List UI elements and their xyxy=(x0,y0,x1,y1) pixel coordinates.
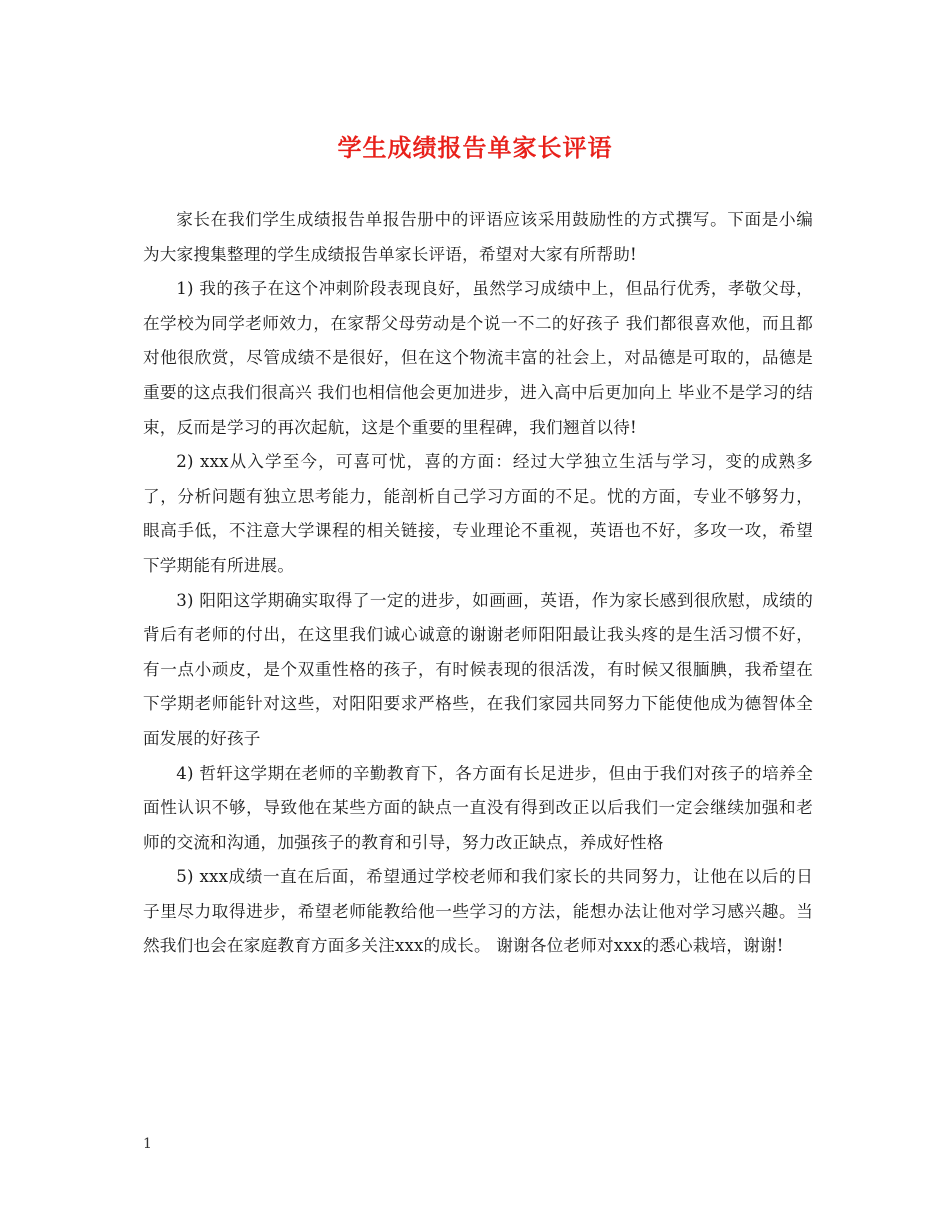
document-title: 学生成绩报告单家长评语 xyxy=(337,134,613,162)
page-number: 1 xyxy=(143,1136,152,1152)
document-body xyxy=(143,203,813,964)
comment-paragraph-4: 4) 哲轩这学期在老师的辛勤教育下，各方面有长足进步，但由于我们对孩子的培养全面性认识不够，导致他在某些方面的缺点一直没有得到改正以后我们一定会继续加强和老师的交流和沟通，加强孩子的教育和引导，努力改正缺点，养成好性格 xyxy=(143,763,813,852)
comment-paragraph-3: 3) 阳阳这学期确实取得了一定的进步，如画画，英语，作为家长感到很欣慰，成绩的背后有老师的付出，在这里我们诚心诚意的谢谢老师阳阳最让我头疼的是生活习惯不好，有一点小顽皮，是个双重性格的孩子，有时候表现的很活泼，有时候又很腼腆，我希望在下学期老师能针对这些，对阳阳要求严格些，在我们家园共同努力下能使他成为德智体全面发展的好孩子 xyxy=(143,590,813,748)
comment-paragraph-5: 5) xxx成绩一直在后面，希望通过学校老师和我们家长的共同努力，让他在以后的日子里尽力取得进步，希望老师能教给他一些学习的方法，能想办法让他对学习感兴趣。当然我们也会在家庭教育方面多关注xxx的成长。 谢谢各位老师对xxx的悉心栽培，谢谢! xyxy=(143,867,813,956)
comment-paragraph-1: 1) 我的孩子在这个冲刺阶段表现良好，虽然学习成绩中上，但品行优秀，孝敬父母，在学校为同学老师效力，在家帮父母劳动是个说一不二的好孩子 我们都很喜欢他，而且都对他很欣赏，尽管成绩不是很好，但在这个物流丰富的社会上，对品德是可取的，品德是重要的这点我们很高兴 我们也相信他会更加进步，进入高中后更加向上 毕业不是学习的结束，反而是学习的再次起航，这是个重要的里程碑，我们翘首以待! xyxy=(143,279,813,437)
intro-paragraph: 家长在我们学生成绩报告单报告册中的评语应该采用鼓励性的方式撰写。下面是小编为大家搜集整理的学生成绩报告单家长评语，希望对大家有所帮助! xyxy=(143,210,813,264)
comment-paragraph-2: 2) xxx从入学至今，可喜可忧，喜的方面：经过大学独立生活与学习，变的成熟多了，分析问题有独立思考能力，能剖析自己学习方面的不足。忧的方面，专业不够努力，眼高手低，不注意大学课程的相关链接，专业理论不重视，英语也不好，多攻一攻，希望下学期能有所进展。 xyxy=(143,452,813,575)
